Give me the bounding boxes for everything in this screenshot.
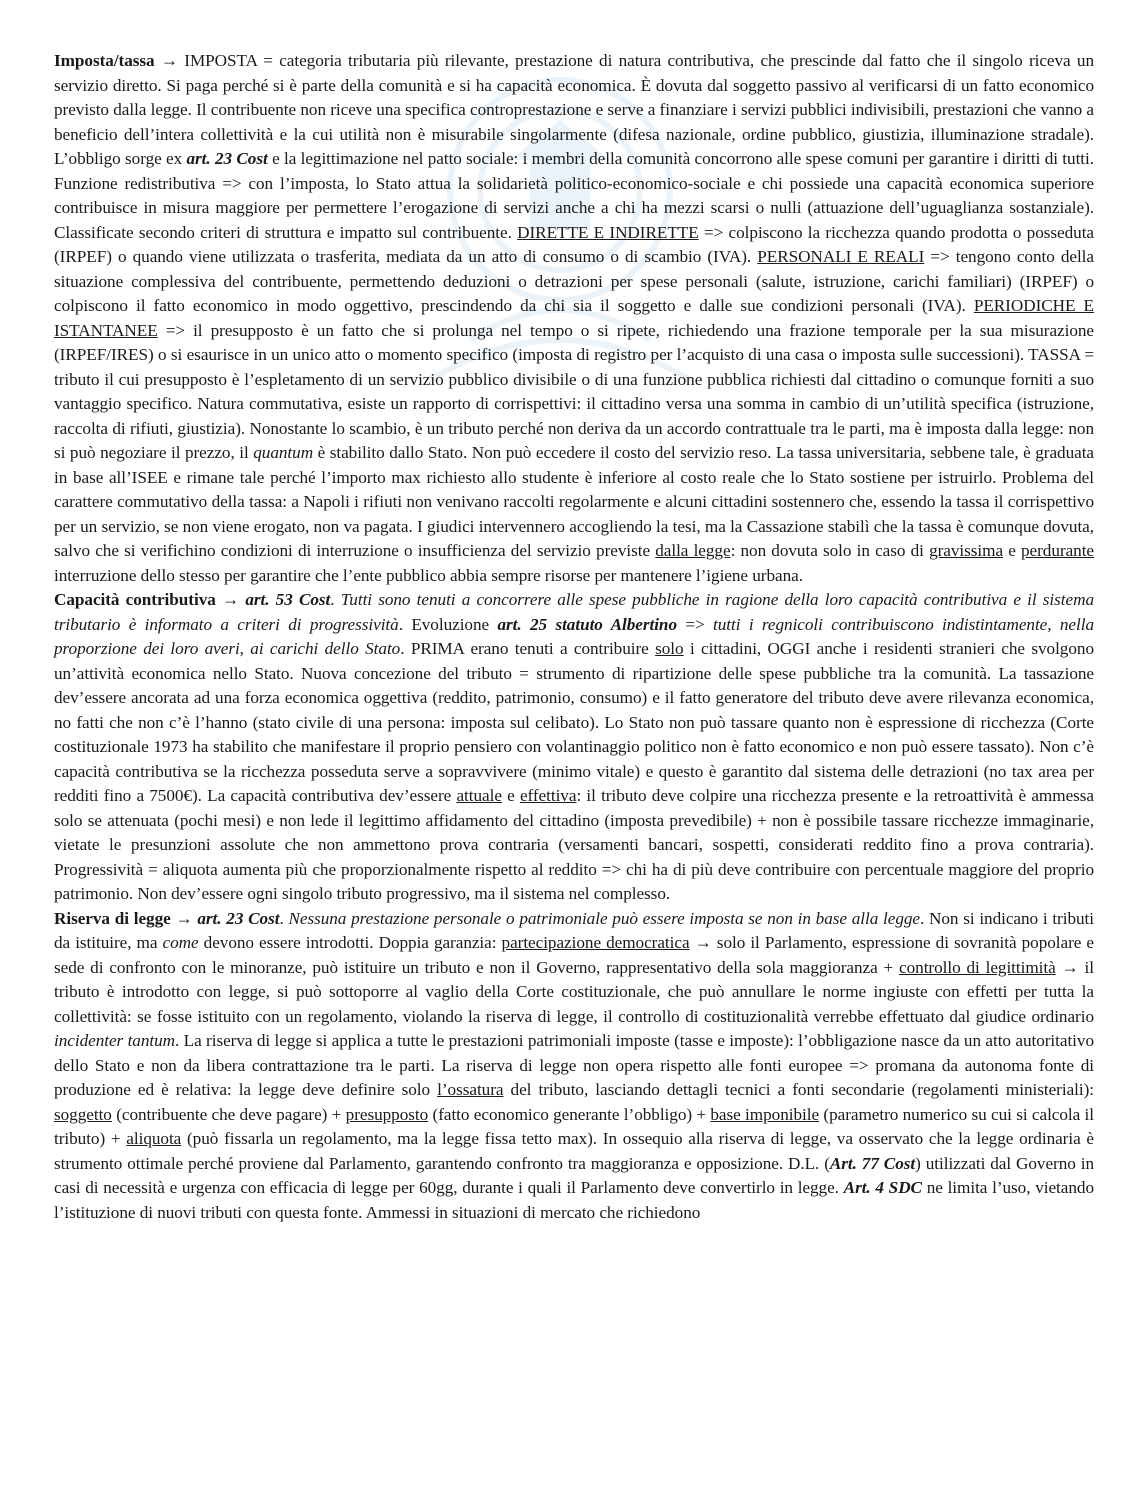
text-run: . Non si indicano i tributi da istituire, ma	[54, 908, 1094, 952]
underlined-term: solo	[655, 639, 684, 658]
text-run: i cittadini, OGGI anche i residenti stranieri che svolgono un’attività economica nello Stato. Nuova concezione del tributo = strumento di ripartizione delle spese pubbliche tra la comunità. La tassazione dev’essere ancorata ad una forza economica oggettiva (reddito, patrimonio, consumo) e il fatto generatore del tributo deve avere rilevanza economica, no fatti che non c’è l’hanno (stato civile di una persona: imposta sul celibato). Lo Stato non può tassare quanto non è espressione di ricchezza (Corte costituzionale 1973 ha stabilito che manifestare il proprio pensiero con volantinaggio politico non è fatto economico e non può essere tassato). Non c’è capacità contributiva se la ricchezza posseduta serve a sopravvivere (minimo vitale) e questo è garantito dal sistema delle detrazioni (no tax area per redditi fino a 7500€). La capacità contributiva dev’essere	[54, 639, 1094, 805]
underlined-term: soggetto	[54, 1104, 112, 1124]
article-reference: art. 23 Cost	[197, 908, 280, 928]
text-run: : il tributo deve colpire una ricchezza presente e la retroattività è ammessa solo se attenuata (pochi mesi) e non lede il legittimo affidamento del cittadino (imposta prevedibile) + non è possibile tassare ricchezze immaginarie, vietate le presunzioni assolute che non ammettono prova contraria (versamenti bancari, sospetti, considerati reddito fino a prova contraria). Progressività = aliquota aumenta più che proporzionalmente rispetto al reddito => chi ha di più deve contribuire con percentuale maggiore del proprio patrimonio. Non dev’essere ogni singolo tributo progressivo, ma il sistema nel complesso.	[54, 786, 1094, 903]
underlined-term: aliquota	[126, 1129, 182, 1148]
text-run: e la legittimazione nel patto sociale: i membri della comunità concorrono alle spese comuni per garantire i diritti di tutti. Funzione redistributiva => con l’imposta, lo Stato attua la solidarietà politico-economico-sociale e chi possiede una capacità economica superiore contribuisce in misura maggiore per permettere l’erogazione di servizi anche a chi ha mezzi scarsi o nulli (attuazione dell’uguaglianza sostanziale). Classificate secondo criteri di struttura e impatto sul contribuente.	[54, 149, 1095, 242]
article-reference: art. 25 statuto Albertino	[497, 614, 677, 634]
text-run: (fatto economico generante l’obbligo) +	[428, 1104, 711, 1124]
text-run: : non dovuta solo in caso di	[730, 541, 930, 560]
text-run: => colpiscono la ricchezza quando prodotta o posseduta (IRPEF) o quando viene utilizzata o trasferita, mediata da un atto di consumo o di scambio (IVA).	[54, 222, 1095, 266]
text-run: .	[330, 590, 341, 609]
text-run: →	[170, 908, 198, 928]
underlined-term: PERIODICHE E ISTANTANEE	[54, 296, 1094, 340]
text-run: e	[501, 786, 520, 805]
text-run: (contribuente che deve pagare) +	[111, 1104, 346, 1124]
underlined-term: dalla legge	[655, 541, 731, 560]
italic-quote: Nessuna prestazione personale o patrimoniale può essere imposta se non in base alla legge	[288, 908, 920, 928]
italic-quote: tutti i regnicoli contribuiscono indistintamente, nella proporzione dei loro averi, ai carichi dello Stato	[54, 614, 1094, 658]
article-reference: Art. 77 Cost	[829, 1153, 916, 1173]
paragraph	[54, 907, 1094, 1226]
text-run: . PRIMA erano tenuti a contribuire	[400, 639, 656, 658]
underlined-term: l’ossatura	[437, 1080, 504, 1099]
text-run: interruzione dello stesso per garantire che l’ente pubblico abbia sempre risorse per mantenere l’igiene urbana.	[54, 565, 803, 585]
text-run: del tributo, lasciando dettagli tecnici a fonti secondarie (regolamenti ministeriali):	[503, 1080, 1094, 1099]
text-run: →	[215, 590, 246, 609]
underlined-term: partecipazione democratica	[501, 933, 690, 952]
section-heading: Capacità contributiva	[54, 590, 216, 609]
text-run: (parametro numerico su cui si calcola il tributo) +	[54, 1104, 1095, 1148]
underlined-term: attuale	[456, 786, 502, 805]
text-run: ne limita l’uso, vietando l’istituzione di nuovi tributi con questa fonte. Ammessi in situazioni di mercato che richiedono	[54, 1178, 1094, 1222]
underlined-term: presupposto	[345, 1104, 429, 1124]
text-run: (può fissarla un regolamento, ma la legge fissa tetto max). In ossequio alla riserva di legge, va osservato che la legge ordinaria è strumento ottimale perché proviene dal Parlamento, garantendo confronto tra maggioranza e opposizione. D.L. (	[54, 1129, 1094, 1173]
underlined-term: perdurante	[1021, 541, 1094, 560]
underlined-term: effettiva	[519, 786, 577, 805]
underlined-term: controllo di legittimità	[899, 957, 1056, 977]
italic-quote: come	[162, 933, 199, 952]
italic-quote: incidenter tantum	[54, 1031, 176, 1050]
text-run: ) utilizzati dal Governo in casi di necessità e urgenza con efficacia di legge per 60gg, durante i quali il Parlamento deve convertirlo in legge.	[54, 1153, 1094, 1197]
article-reference: Art. 4 SDC	[843, 1178, 922, 1197]
text-run: → solo il Parlamento, espressione di sovranità popolare e sede di confronto con le minoranze, può istituire un tributo e non il Governo, rappresentativo della sola maggioranza +	[54, 933, 1094, 977]
paragraph	[54, 588, 1094, 907]
text-run: => tengono conto della situazione complessiva del contribuente, permettendo deduzioni o detrazioni per spese personali (salute, istruzione, carichi familiari) (IRPEF) o colpiscono il fatto economico in modo oggettivo, prescindendo da chi sia il soggetto e dalle sue condizioni personali (IVA).	[54, 247, 1094, 315]
underlined-term: DIRETTE E INDIRETTE	[517, 222, 699, 242]
paragraph	[54, 49, 1094, 588]
section-heading: Riserva di legge	[54, 908, 171, 928]
text-run: è stabilito dallo Stato. Non può eccedere il costo del servizio reso. La tassa universitaria, sebbene tale, è graduata in base all’ISEE e rimane tale perché l’importo max richiesto allo studente è inferiore al costo reale che lo Stato sostiene per istruirlo. Problema del carattere commutativo della tassa: a Napoli i rifiuti non venivano raccolti regolarmente e alcuni cittadini sostennero che, essendo la tassa il corrispettivo per un servizio, se non viene erogato, non va pagata. I giudici intervennero accogliendo la tesi, ma la Cassazione stabilì che la tassa è comunque dovuta, salvo che si verifichino condizioni di interruzione o insufficienza del servizio previste	[54, 443, 1095, 560]
text-run: e	[1003, 541, 1022, 560]
article-reference: art. 23 Cost	[186, 149, 268, 168]
text-run: → IMPOSTA = categoria tributaria più rilevante, prestazione di natura contributiva, che prescinde dal fatto che il singolo riceva un servizio diretto. Si paga perché si è parte della comunità e si ha capacità economica. È dovuta dal soggetto passivo al verificarsi di un fatto economico previsto dalla legge. Il contribuente non riceve una specifica controprestazione e serve a finanziare i servizi pubblici indivisibili, prestazioni che vanno a beneficio dell’intera collettività e la cui utilità non è misurabile singolarmente (difesa nazionale, ordine pubblico, giustizia, illuminazione stradale). L’obbligo sorge ex	[54, 51, 1094, 168]
text-run: .	[279, 908, 289, 928]
text-run: . Evoluzione	[398, 614, 498, 634]
text-run: devono essere introdotti. Doppia garanzia:	[198, 933, 502, 952]
text-run: =>	[676, 614, 714, 634]
text-run: → il tributo è introdotto con legge, si può sottoporre al vaglio della Corte costituzionale, che può annullare le norme ingiuste con effetti per tutta la collettività: se fosse istituito con un regolamento, violando la riserva di legge, il controllo di costituzionalità verrebbe effettuato dal giudice ordinario	[54, 957, 1094, 1026]
article-reference: art. 53 Cost	[245, 590, 331, 609]
underlined-term: PERSONALI E REALI	[757, 247, 925, 266]
italic-quote: quantum	[253, 443, 314, 462]
section-heading: Imposta/tassa	[54, 51, 155, 70]
underlined-term: base imponibile	[710, 1104, 820, 1124]
text-run: . La riserva di legge si applica a tutte le prestazioni patrimoniali imposte (tasse e imposte): l’obbligazione nasce da un atto autoritativo dello Stato e non da libera contrattazione tra le parti. La riserva di legge non opera rispetto alle fonti europee => promana da autonoma fonte di produzione ed è relativa: la legge deve definire solo	[54, 1031, 1094, 1099]
underlined-term: gravissima	[929, 541, 1004, 560]
italic-quote: Tutti sono tenuti a concorrere alle spese pubbliche in ragione della loro capacità contributiva e il sistema tributario è informato a criteri di progressività	[54, 590, 1094, 634]
text-run: => il presupposto è un fatto che si prolunga nel tempo o si ripete, richiedendo una frazione temporale per la sua misurazione (IRPEF/IRES) o si esaurisce in un unico atto o momento specifico (imposta di registro per l’acquisto di una casa o imposta sulle successioni). TASSA = tributo il cui presupposto è l’espletamento di un servizio pubblico divisibile o di una funzione pubblica richiesti dal cittadino o comunque forniti a suo vantaggio specifico. Natura commutativa, esiste un rapporto di corrispettivi: il cittadino versa una somma in cambio di un’utilità specifica (istruzione, raccolta di rifiuti, giustizia). Nonostante lo scambio, è un tributo perché non deriva da un accordo contrattuale tra le parti, ma è imposta dalla legge: non si può negoziare il prezzo, il	[54, 320, 1094, 462]
